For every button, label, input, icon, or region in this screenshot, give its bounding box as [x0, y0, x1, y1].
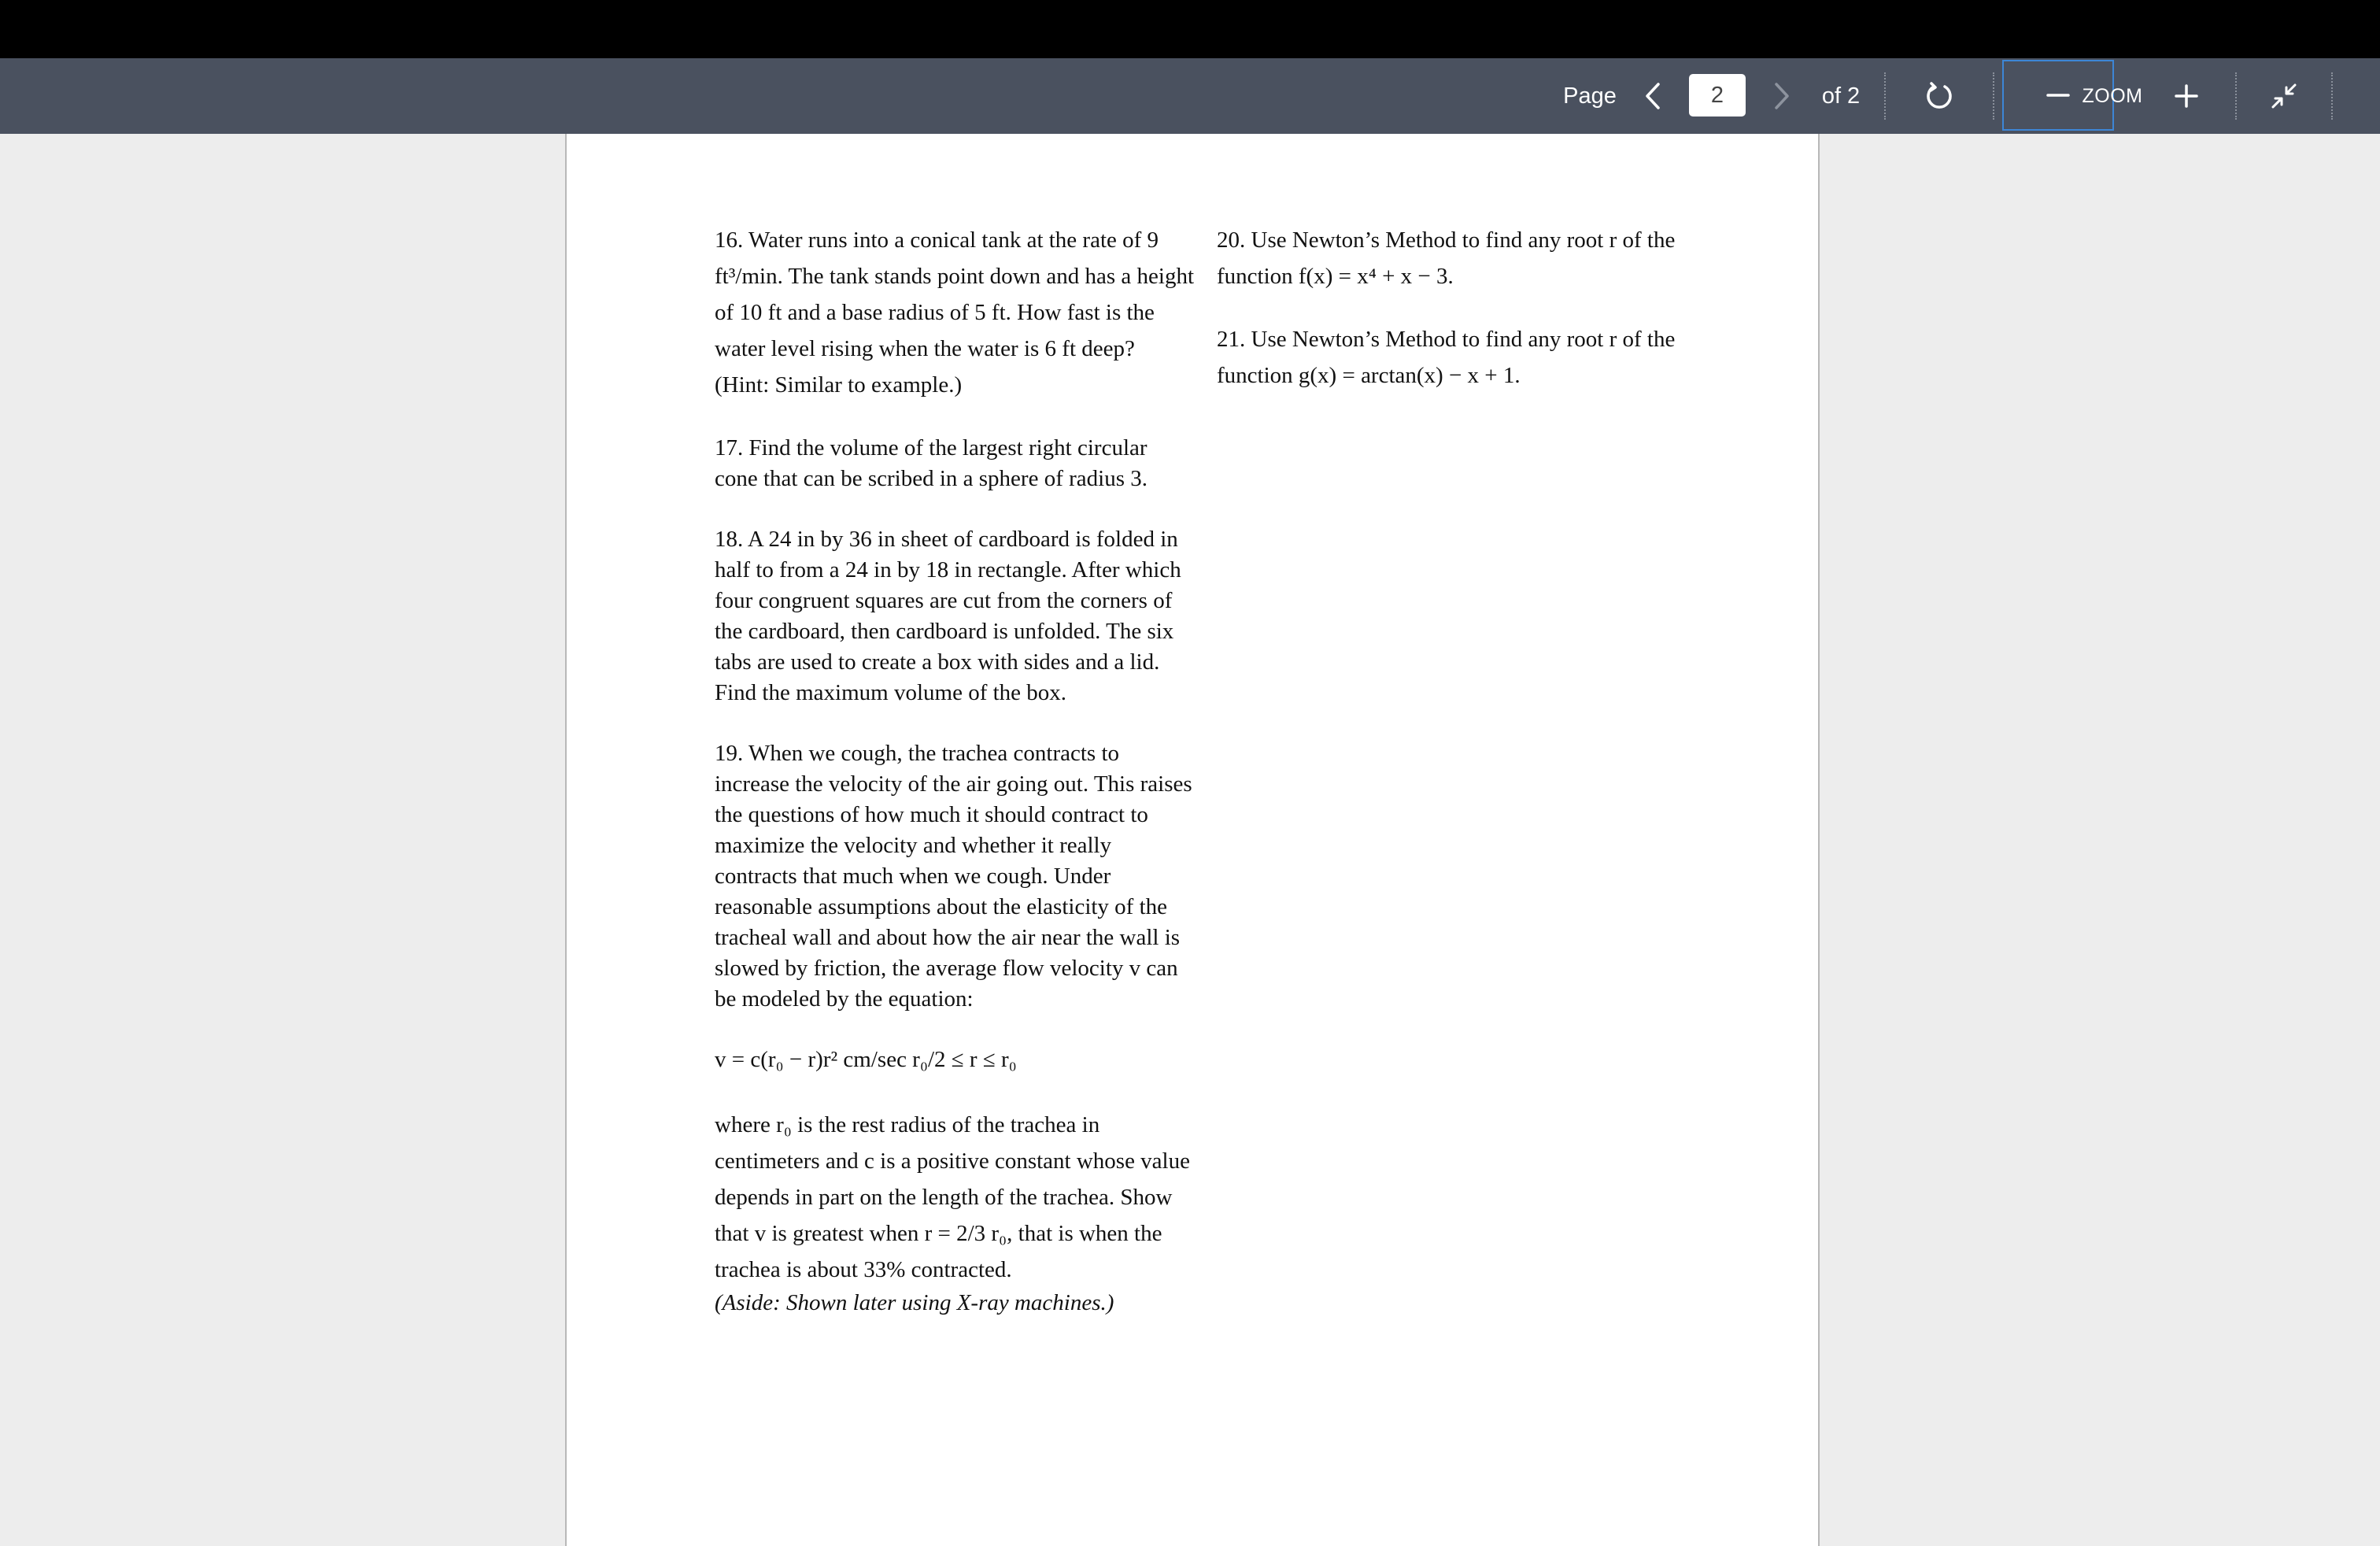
aside-note — [715, 1288, 1195, 1319]
toolbar-divider — [2331, 72, 2333, 120]
collapse-arrows-icon — [2270, 82, 2298, 110]
chevron-right-icon — [1773, 82, 1791, 110]
velocity-equation: v = c(r₀ − r)r² cm/sec r₀/2 ≤ r ≤ r₀ — [715, 1047, 1017, 1072]
problem-21: 21. Use Newton’s Method to find any root r of the function g(x) = arctan(x) − x + 1. — [1217, 327, 1676, 388]
rotate-icon — [1924, 80, 1955, 112]
page-count-label: of 2 — [1821, 83, 1861, 109]
problem-19-continued: where r₀ is the rest radius of the trachea in centimeters and c is a positive constant whose value depends in part on the length of the trachea. Show that v is greatest when r = 2/3 r₀, that is when the trachea is about 33% contracted. — [715, 1112, 1190, 1282]
problem-19: 19. When we cough, the trachea contracts to increase the velocity of the air going out. This raises the questions of how much it should contract to maximize the velocity and whether it really contracts that much when we cough. Under reasonable assumptions about the elasticity of the tracheal wall and about how the air near the wall is slowed by friction, the average flow velocity v can be modeled by the equation: — [715, 741, 1192, 1012]
fit-page-button[interactable] — [2262, 58, 2306, 134]
next-page-button[interactable] — [1763, 58, 1801, 134]
page-label: Page — [1563, 83, 1617, 109]
problem-20: 20. Use Newton’s Method to find any root r of the function f(x) = x⁴ + x − 3. — [1217, 227, 1676, 289]
pdf-toolbar — [0, 58, 2380, 134]
toolbar-divider — [1993, 72, 1994, 120]
toolbar-divider — [1884, 72, 1886, 120]
zoom-label: ZOOM — [2082, 84, 2143, 107]
left-column — [715, 222, 1195, 1319]
page-number-input[interactable] — [1689, 74, 1746, 117]
problem-16: 16. Water runs into a conical tank at the rate of 9 ft³/min. The tank stands point down and has a height of 10 ft and a base radius of 5 ft. How fast is the water level rising when the water is 6 ft deep? (Hint: Similar to example.) — [715, 227, 1195, 398]
rotate-button[interactable] — [1919, 58, 1960, 134]
right-column — [1217, 222, 1689, 423]
problem-18: 18. A 24 in by 36 in sheet of cardboard is folded in half to from a 24 in by 18 in rectangle. After which four congruent squares are cut from the corners of the cardboard, then cardboard is unfolded. The six tabs are used to create a box with sides and a lid. Find the maximum volume of the box. — [715, 527, 1181, 705]
aside-text: (Aside: Shown later using X-ray machines.) — [715, 1290, 1114, 1315]
window-top-bar — [0, 0, 2380, 58]
chevron-left-icon — [1644, 82, 1661, 110]
problem-17: 17. Find the volume of the largest right circular cone that can be scribed in a sphere of radius 3. — [715, 435, 1148, 491]
zoom-in-button[interactable] — [2166, 58, 2207, 134]
pdf-page — [565, 134, 1820, 1546]
prev-page-button[interactable] — [1634, 58, 1672, 134]
plus-icon — [2175, 84, 2198, 108]
toolbar-divider — [2235, 72, 2237, 120]
minus-icon — [2046, 83, 2070, 107]
